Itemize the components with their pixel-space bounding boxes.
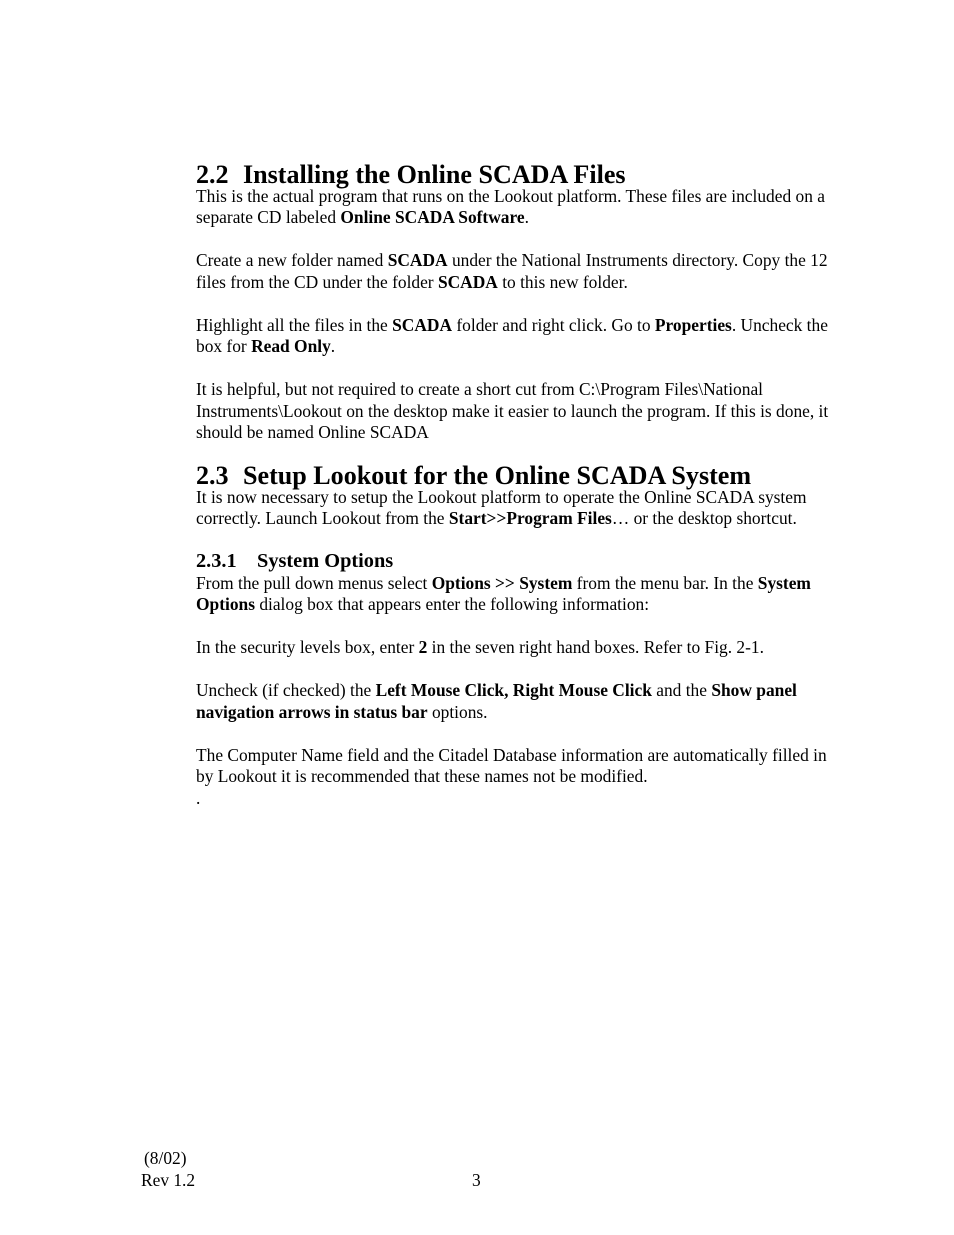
- bold-text: Left Mouse Click, Right Mouse Click: [375, 680, 652, 700]
- document-body: [196, 160, 836, 809]
- bold-text: Show panel navigation arrows in status bar: [196, 680, 797, 722]
- paragraph: [196, 637, 836, 659]
- bold-text: 2: [418, 637, 428, 657]
- text-run: Create a new folder named: [196, 250, 388, 270]
- page-number: 3: [472, 1170, 481, 1190]
- bold-text: Read Only: [251, 336, 331, 356]
- bold-text: Online SCADA Software: [340, 207, 525, 227]
- bold-text: SCADA: [437, 271, 498, 292]
- bold-text: Start>>Program Files: [448, 508, 612, 528]
- text-run: options.: [427, 701, 488, 722]
- footer-date: (8/02): [144, 1148, 187, 1168]
- text-run: From the pull down menus select: [196, 572, 432, 593]
- section-heading-2-3-1: [196, 551, 836, 573]
- trailing-period: .: [196, 787, 201, 808]
- text-run: from the menu bar. In the: [572, 572, 758, 593]
- bold-text: Properties: [654, 314, 732, 335]
- bold-text: SCADA: [387, 250, 448, 270]
- paragraph: The Computer Name field and the Citadel Database information are automatically filled in by Lookout it is recommended that these names not be modified.: [196, 744, 827, 786]
- section-heading-2-3: [196, 461, 836, 490]
- text-run: Highlight all the files in the: [196, 314, 393, 335]
- text-run: .: [330, 336, 336, 356]
- text-run: to this new folder.: [497, 271, 628, 292]
- text-run: This is the actual program that runs on the Lookout platform. These files are included on a separate CD labeled: [196, 185, 825, 227]
- section-title: Installing the Online SCADA Files: [243, 160, 626, 189]
- paragraph: [196, 186, 836, 229]
- section-heading-2-2: [196, 160, 836, 189]
- text-run: Uncheck (if checked) the: [196, 680, 376, 700]
- section-number: 2.2: [196, 160, 229, 189]
- paragraph: [196, 573, 836, 616]
- text-run: .: [524, 207, 529, 227]
- paragraph: [196, 315, 836, 358]
- paragraph: [196, 680, 836, 723]
- text-run: in the seven right hand boxes. Refer to Fig. 2-1.: [427, 637, 764, 657]
- text-run: and the: [651, 680, 712, 700]
- section-number: 2.3.1: [196, 550, 237, 572]
- section-title: Setup Lookout for the Online SCADA System: [243, 461, 752, 490]
- bold-text: Options >> System: [431, 572, 573, 593]
- text-run: It is now necessary to setup the Lookout platform to operate the Online SCADA system correctly. Launch Lookout from the: [196, 486, 807, 528]
- section-title: System Options: [257, 550, 394, 572]
- bold-text: System Options: [196, 572, 811, 614]
- paragraph: [196, 487, 836, 530]
- text-run: dialog box that appears enter the following information:: [254, 594, 650, 614]
- text-run: In the security levels box, enter: [196, 637, 419, 657]
- section-number: 2.3: [196, 461, 229, 490]
- paragraph: It is helpful, but not required to create a short cut from C:\Program Files\National Instruments\Lookout on the desktop make it easier to launch the program. If this is done, it should be named Online SCADA: [196, 379, 829, 442]
- text-run: folder and right click. Go to: [452, 314, 655, 335]
- text-run: . Uncheck the box for: [196, 314, 828, 356]
- text-run: under the National Instruments directory. Copy the 12 files from the CD under the folder: [196, 250, 828, 292]
- paragraph: [196, 250, 836, 293]
- footer-revision: Rev 1.2: [141, 1170, 196, 1190]
- bold-text: SCADA: [392, 314, 453, 335]
- text-run: … or the desktop shortcut.: [611, 508, 797, 528]
